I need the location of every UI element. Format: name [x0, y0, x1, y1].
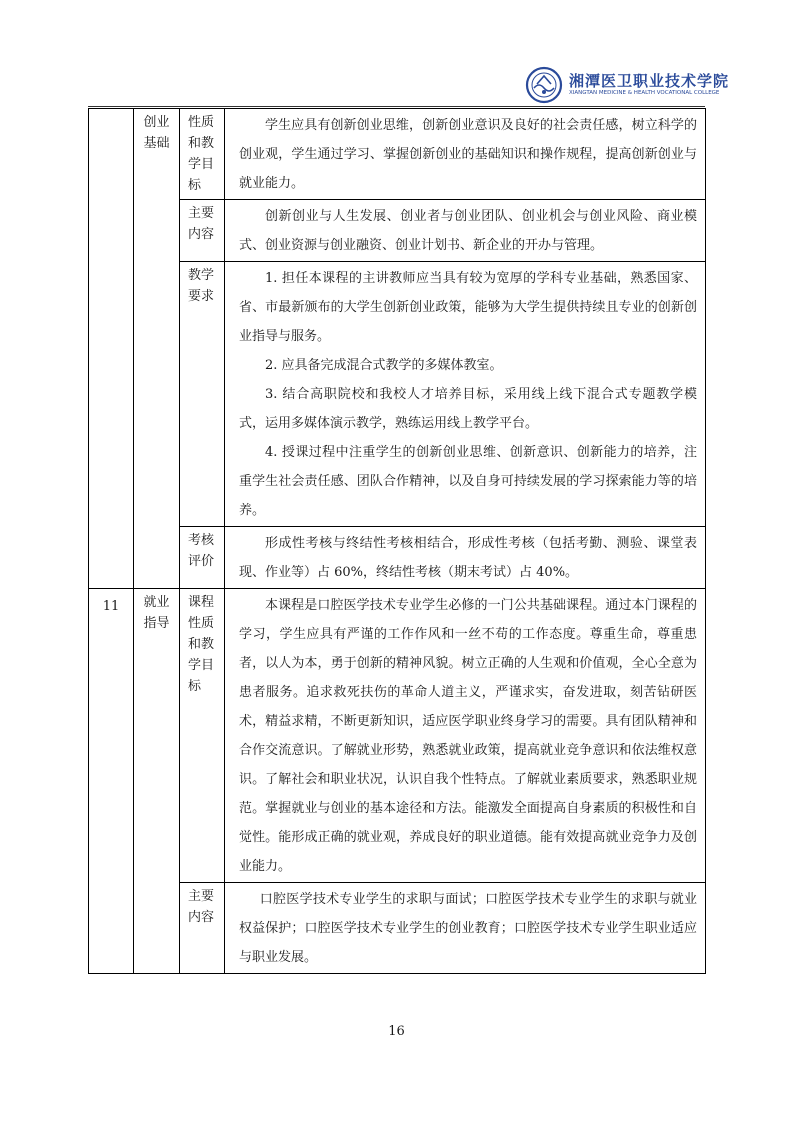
- section-label: 主要 内容: [180, 200, 225, 262]
- section-content: [225, 262, 706, 527]
- table-row: [89, 527, 706, 589]
- section-content: [225, 527, 706, 589]
- section-label: 主要 内容: [180, 883, 225, 974]
- school-name-en: XIANGTAN MEDICINE & HEALTH VOCATIONAL COLLEGE: [569, 90, 720, 96]
- content-paragraph: 3. 结合高职院校和我校人才培养目标，采用线上线下混合式专题教学模式，运用多媒体演示教学，熟练运用线上教学平台。: [239, 387, 697, 431]
- content-paragraph: 形成性考核与终结性考核相结合，形成性考核（包括考勤、测验、课堂表现、作业等）占 60%，终结性考核（期末考试）占 40%。: [239, 536, 697, 580]
- course-name: 就业 指导: [134, 589, 180, 974]
- curriculum-table: [88, 108, 706, 974]
- table-row: [89, 589, 706, 883]
- section-label: 考核 评价: [180, 527, 225, 589]
- content-paragraph: 本课程是口腔医学技术专业学生必修的一门公共基础课程。通过本门课程的学习，学生应具有严谨的工作作风和一丝不苟的工作态度。尊重生命，尊重患者，以人为本，勇于创新的精神风貌。树立正确的人生观和价值观，全心全意为患者服务。追求救死扶伤的革命人道主义，严谨求实，奋发进取，刻苦钻研医术，精益求精，不断更新知识，适应医学职业终身学习的需要。具有团队精神和合作交流意识。了解就业形势，熟悉就业政策，提高就业竞争意识和依法维权意识。了解社会和职业状况，认识自我个性特点。了解就业素质要求，熟悉职业规范。掌握就业与创业的基本途径和方法。能激发全面提高自身素质的积极性和自觉性。能形成正确的就业观，养成良好的职业道德。能有效提高就业竞争力及创业能力。: [239, 598, 697, 874]
- section-content: [225, 589, 706, 883]
- section-label: 课程 性质 和教 学目 标: [180, 589, 225, 883]
- course-name: 创业 基础: [134, 109, 180, 589]
- table-row: [89, 262, 706, 527]
- section-content: [225, 883, 706, 974]
- content-paragraph: 学生应具有创新创业思维，创新创业意识及良好的社会责任感，树立科学的创业观，学生通过学习、掌握创新创业的基础知识和操作规程，提高创新创业与就业能力。: [239, 118, 697, 191]
- section-content: [225, 200, 706, 262]
- section-label: 性质 和教 学目 标: [180, 109, 225, 200]
- content-paragraph: 4. 授课过程中注重学生的创新创业思维、创新意识、创新能力的培养，注重学生社会责任感、团队合作精神，以及自身可持续发展的学习探索能力等的培养。: [239, 445, 697, 518]
- school-emblem-icon: [525, 66, 563, 104]
- school-logo: [525, 66, 730, 106]
- page-number: 16: [388, 1024, 405, 1039]
- school-name: 湘潭医卫职业技术学院: [569, 72, 730, 90]
- section-label: 教学 要求: [180, 262, 225, 527]
- table-row: [89, 109, 706, 200]
- content-paragraph: 2. 应具备完成混合式教学的多媒体教室。: [265, 358, 503, 373]
- content-paragraph: 创新创业与人生发展、创业者与创业团队、创业机会与创业风险、商业模式、创业资源与创业融资、创业计划书、新企业的开办与管理。: [239, 209, 697, 253]
- section-content: [225, 109, 706, 200]
- header-rule: [88, 106, 705, 107]
- course-number: 11: [89, 589, 134, 974]
- content-paragraph: 1. 担任本课程的主讲教师应当具有较为宽厚的学科专业基础，熟悉国家、省、市最新颁布的大学生创新创业政策，能够为大学生提供持续且专业的创新创业指导与服务。: [239, 271, 697, 344]
- course-number: [89, 109, 134, 589]
- content-paragraph: 口腔医学技术专业学生的求职与面试；口腔医学技术专业学生的求职与就业权益保护；口腔医学技术专业学生的创业教育；口腔医学技术专业学生职业适应与职业发展。: [239, 892, 697, 965]
- table-row: [89, 200, 706, 262]
- table-row: [89, 883, 706, 974]
